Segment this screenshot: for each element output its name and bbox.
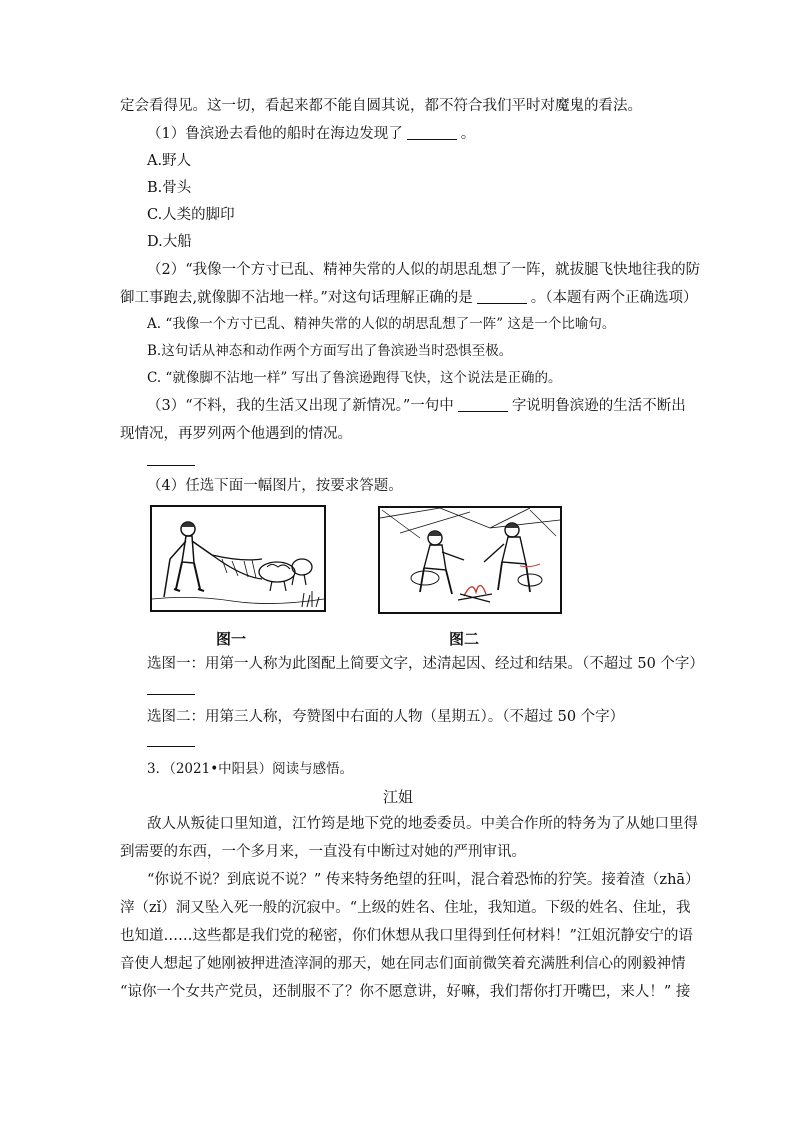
q2-line2-after: 。（本题有两个正确选项） (530, 290, 698, 306)
caption-picture-two: 图二 (449, 630, 480, 648)
q4-stem: （4）任选下面一幅图片，按要求答题。 (147, 478, 403, 494)
q2-line2 (120, 288, 698, 308)
q1-stem-after: 。 (460, 126, 476, 142)
q1-answer-blank[interactable] (407, 125, 457, 140)
passage-line-7: “谅你一个女共产党员，还制服不了？你不愿意讲，好嘛，我们帮你打开嘴巴，来人！” 接 (120, 984, 691, 1000)
q2-option-a: A. “我像一个方寸已乱、精神失常的人似的胡思乱想了一阵” 这是一个比喻句。 (147, 316, 616, 332)
intro-line: 定会看得见。这一切，看起来都不能自圆其说，都不符合我们平时对魔鬼的看法。 (120, 98, 642, 114)
passage-line-3: “你说不说？到底说不说？” 传来特务绝望的狂叫，混合着恐怖的狞笑。接着渣（zhā） (147, 872, 700, 888)
passage-line-2: 到需要的东西，一个多月来，一直没有中断过对她的严刑审讯。 (120, 844, 526, 860)
q2-answer-blank[interactable] (477, 289, 527, 304)
passage-line-1: 敌人从叛徒口里知道，江竹筠是地下党的地委委员。中美合作所的特务为了从她口里得 (147, 816, 698, 832)
q1-stem (147, 124, 475, 144)
q4-choice-one-answer-line[interactable] (147, 694, 195, 695)
q1-stem-before: （1）鲁滨逊去看他的船时在海边发现了 (147, 126, 403, 142)
q1-option-b: B.骨头 (147, 180, 192, 196)
q1-option-c: C.人类的脚印 (147, 207, 235, 223)
q3-line1-after: 字说明鲁滨逊的生活不断出 (511, 398, 686, 414)
passage-line-5: 也知道……这些都是我们党的秘密，你们休想从我口里得到任何材料！”江姐沉静安宁的语 (120, 928, 693, 944)
q3-line1-before: （3）“不料，我的生活又出现了新情况。”一句中 (147, 398, 454, 414)
picture-one (150, 505, 326, 612)
q3-line1 (147, 396, 686, 416)
q2-line1: （2）“我像一个方寸已乱、精神失常的人似的胡思乱想了一阵，就拔腿飞快地往我的防 (147, 262, 701, 278)
q3-line2: 现情况，再罗列两个他遇到的情况。 (120, 426, 352, 442)
q2-line2-before: 御工事跑去,就像脚不沾地一样。”对这句话理解正确的是 (120, 290, 473, 306)
q4-choice-two: 选图二：用第三人称，夸赞图中右面的人物（星期五）。（不超过 50 个字） (147, 709, 625, 725)
q1-option-d: D.大船 (147, 234, 192, 250)
section3-header: 3．（2021•中阳县）阅读与感悟。 (147, 761, 354, 777)
q1-option-a: A.野人 (147, 153, 192, 169)
q4-choice-one: 选图一：用第一人称为此图配上简要文字，述清起因、经过和结果。（不超过 50 个字） (147, 656, 704, 672)
q4-choice-two-answer-line[interactable] (147, 746, 195, 747)
caption-picture-one: 图一 (216, 630, 247, 648)
q2-option-b: B.这句话从神态和动作两个方面写出了鲁滨逊当时恐惧至极。 (147, 343, 513, 359)
passage-line-6: 音使人想起了她刚被押进渣滓洞的那天，她在同志们面前微笑着充满胜利信心的刚毅神情 (120, 956, 686, 972)
q3-answer-blank[interactable] (458, 397, 508, 412)
q2-option-c: C. “就像脚不沾地一样” 写出了鲁滨逊跑得飞快，这个说法是正确的。 (147, 370, 562, 386)
picture-two-illustration (380, 508, 560, 612)
picture-one-illustration (152, 507, 324, 610)
picture-two (378, 506, 562, 614)
passage-title: 江姐 (383, 788, 414, 806)
q3-answer-line[interactable] (147, 465, 195, 466)
passage-line-4: 滓（zǐ）洞又坠入死一般的沉寂中。“上级的姓名、住址，我知道。下级的姓名、住址，我 (120, 900, 691, 916)
